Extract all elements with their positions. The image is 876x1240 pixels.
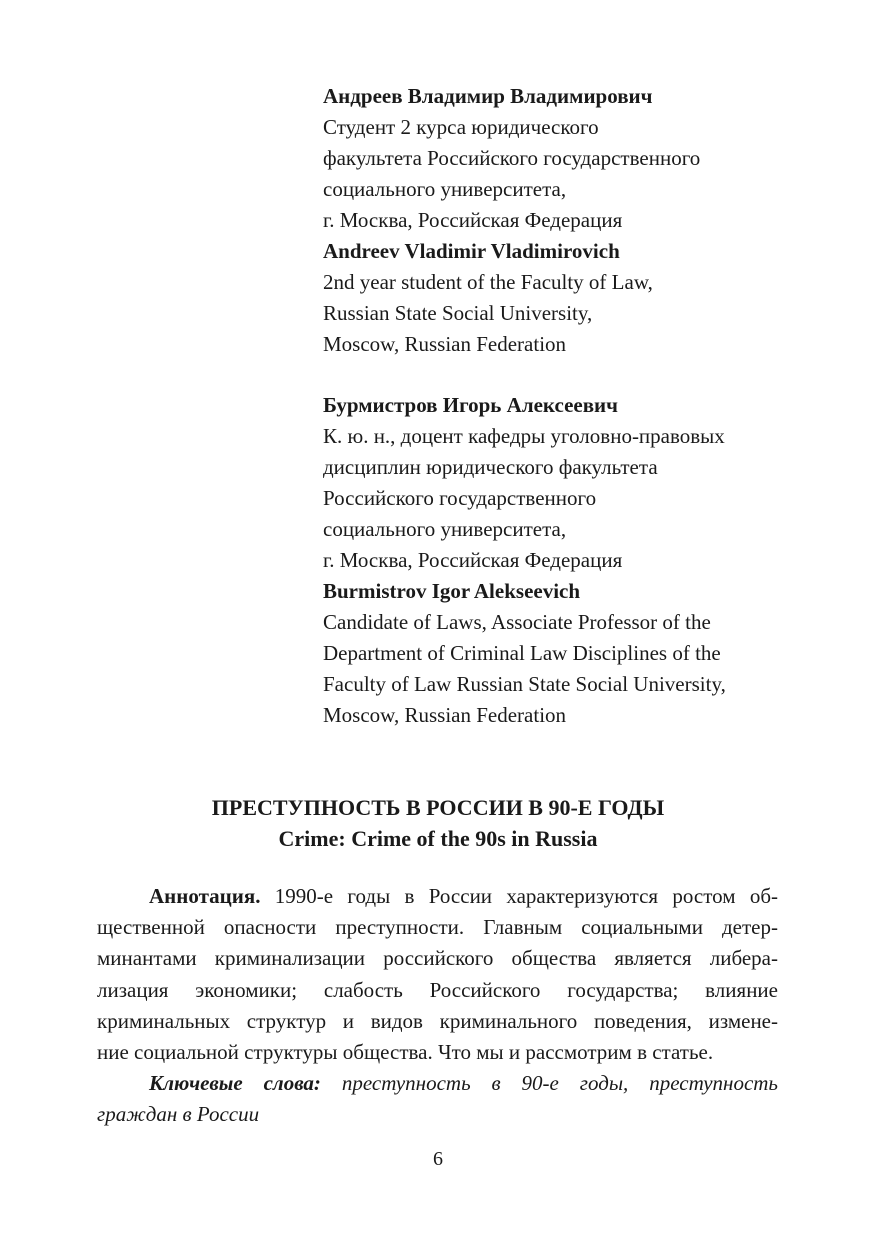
affiliation-ru-line: Российского государственного (323, 486, 597, 510)
affiliation-ru-line: факультета Российского государственного (323, 146, 701, 170)
author-name-en: Andreev Vladimir Vladimirovich (323, 239, 620, 263)
abstract-line (97, 881, 778, 912)
abstract-text: 1990-е годы в России характеризуются ростом об- (260, 884, 778, 908)
page-number: 6 (433, 1148, 443, 1170)
affiliation-ru-line: г. Москва, Российская Федерация (323, 208, 623, 232)
keywords-text: преступность в 90-е годы, преступность (320, 1071, 778, 1095)
abstract-line: ние социальной структуры общества. Что мы и рассмотрим в статье. (97, 1040, 714, 1065)
author-block-burmistrov (323, 390, 843, 731)
author-block-andreev (323, 81, 843, 360)
affiliation-ru-line: Студент 2 курса юридического (323, 115, 599, 139)
keywords-line: граждан в России (97, 1102, 260, 1127)
affiliation-en-line: 2nd year student of the Faculty of Law, (323, 270, 653, 294)
affiliation-en-line: Candidate of Laws, Associate Professor of the (323, 610, 711, 634)
abstract-line: щественной опасности преступности. Главным социальными детер- (97, 915, 778, 940)
abstract-line: криминальных структур и видов криминального поведения, измене- (97, 1008, 778, 1033)
affiliation-en-line: Department of Criminal Law Disciplines of the (323, 641, 721, 665)
keywords (97, 1068, 778, 1130)
abstract-label: Аннотация. (149, 884, 261, 908)
author-name-en: Burmistrov Igor Alekseevich (323, 579, 581, 603)
abstract (97, 881, 778, 1068)
article-title-ru: ПРЕСТУПНОСТЬ В РОССИИ В 90-Е ГОДЫ (211, 795, 665, 820)
affiliation-ru-line: дисциплин юридического факультета (323, 455, 658, 479)
keywords-line (97, 1068, 778, 1099)
abstract-line: минантами криминализации российского общества является либера- (97, 946, 778, 971)
affiliation-ru-line: г. Москва, Российская Федерация (323, 548, 623, 572)
affiliation-en-line: Moscow, Russian Federation (323, 332, 567, 356)
affiliation-ru-line: социального университета, (323, 177, 567, 201)
author-name-ru: Бурмистров Игорь Алексеевич (323, 393, 618, 417)
author-name-ru: Андреев Владимир Владимирович (323, 84, 653, 108)
affiliation-en-line: Moscow, Russian Federation (323, 703, 567, 727)
abstract-line: лизация экономики; слабость Российского государства; влияние (97, 977, 778, 1002)
affiliation-en-line: Faculty of Law Russian State Social University, (323, 672, 726, 696)
affiliation-ru-line: социального университета, (323, 517, 567, 541)
keywords-label: Ключевые слова: (149, 1071, 321, 1095)
affiliation-ru-line: К. ю. н., доцент кафедры уголовно-правовых (323, 424, 725, 448)
affiliation-en-line: Russian State Social University, (323, 301, 593, 325)
article-title-en: Crime: Crime of the 90s in Russia (278, 826, 598, 851)
